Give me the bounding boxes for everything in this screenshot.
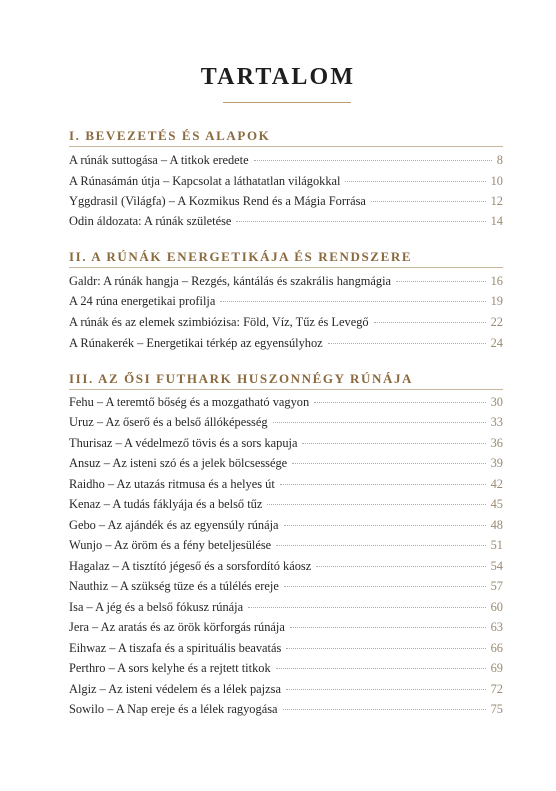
- dot-leader: [292, 463, 485, 464]
- entry-title: Galdr: A rúnák hangja – Rezgés, kántálás és szakrális hangmágia: [69, 274, 392, 288]
- entry-page-number: 39: [490, 456, 503, 470]
- toc-entry[interactable]: [69, 214, 503, 232]
- toc-entry[interactable]: [69, 641, 503, 659]
- toc-entry[interactable]: [69, 702, 503, 720]
- entry-page-number: 36: [490, 436, 503, 450]
- dot-leader: [302, 443, 485, 444]
- dot-leader: [328, 343, 486, 344]
- entry-title: A rúnák és az elemek szimbiózisa: Föld, Víz, Tűz és Levegő: [69, 315, 369, 329]
- entry-title: Jera – Az aratás és az örök körforgás rúnája: [69, 620, 285, 634]
- entry-page-number: 69: [490, 661, 503, 675]
- entry-title: Fehu – A teremtő bőség és a mozgatható vagyon: [69, 395, 310, 409]
- toc-entry[interactable]: [69, 415, 503, 433]
- section-divider-3: [69, 389, 503, 390]
- dot-leader: [276, 545, 485, 546]
- entry-page-number: 10: [490, 174, 503, 188]
- dot-leader: [316, 566, 485, 567]
- dot-leader: [273, 422, 486, 423]
- toc-entry[interactable]: [69, 194, 503, 212]
- entry-page-number: 63: [490, 620, 503, 634]
- entry-page-number: 54: [490, 559, 503, 573]
- toc-entry[interactable]: [69, 315, 503, 333]
- toc-entry[interactable]: [69, 274, 503, 292]
- dot-leader: [254, 160, 492, 161]
- dot-leader: [220, 301, 485, 302]
- entry-title: Gebo – Az ajándék és az egyensúly rúnája: [69, 518, 279, 532]
- toc-entry[interactable]: [69, 336, 503, 354]
- dot-leader: [280, 484, 486, 485]
- entry-title: Thurisaz – A védelmező tövis és a sors kapuja: [69, 436, 298, 450]
- entry-page-number: 51: [490, 538, 503, 552]
- title-underline: [223, 102, 351, 103]
- toc-entry[interactable]: [69, 559, 503, 577]
- entry-page-number: 72: [490, 682, 503, 696]
- entry-title: Uruz – Az őserő és a belső állóképesség: [69, 415, 268, 429]
- entry-title: Raidho – Az utazás ritmusa és a helyes út: [69, 477, 275, 491]
- toc-entry[interactable]: [69, 477, 503, 495]
- dot-leader: [396, 281, 486, 282]
- dot-leader: [267, 504, 485, 505]
- entry-page-number: 42: [490, 477, 503, 491]
- entry-page-number: 33: [490, 415, 503, 429]
- entry-page-number: 57: [490, 579, 503, 593]
- section-heading-3: III. AZ ŐSI FUTHARK HUSZONNÉGY RÚNÁJA: [69, 371, 414, 386]
- dot-leader: [286, 689, 486, 690]
- section-heading-1: I. BEVEZETÉS ÉS ALAPOK: [69, 128, 271, 143]
- dot-leader: [284, 586, 486, 587]
- section-heading-2: II. A RÚNÁK ENERGETIKÁJA ÉS RENDSZERE: [69, 249, 413, 264]
- toc-entry[interactable]: [69, 682, 503, 700]
- entry-page-number: 45: [490, 497, 503, 511]
- entry-title: Isa – A jég és a belső fókusz rúnája: [69, 600, 244, 614]
- toc-entry[interactable]: [69, 661, 503, 679]
- entry-title: Yggdrasil (Világfa) – A Kozmikus Rend és a Mágia Forrása: [69, 194, 366, 208]
- dot-leader: [286, 648, 485, 649]
- toc-entry[interactable]: [69, 436, 503, 454]
- entry-title: A rúnák suttogása – A titkok eredete: [69, 153, 249, 167]
- toc-entry[interactable]: [69, 497, 503, 515]
- entry-title: Nauthiz – A szükség tüze és a túlélés ereje: [69, 579, 279, 593]
- entry-title: Perthro – A sors kelyhe és a rejtett titkok: [69, 661, 271, 675]
- dot-leader: [276, 668, 486, 669]
- entry-page-number: 12: [490, 194, 503, 208]
- entry-title: Sowilo – A Nap ereje és a lélek ragyogása: [69, 702, 278, 716]
- dot-leader: [248, 607, 486, 608]
- entry-title: Algiz – Az isteni védelem és a lélek pajzsa: [69, 682, 281, 696]
- toc-entry[interactable]: [69, 538, 503, 556]
- toc-entry[interactable]: [69, 395, 503, 413]
- entry-title: A Rúnasámán útja – Kapcsolat a láthatatlan világokkal: [69, 174, 341, 188]
- entry-page-number: 16: [490, 274, 503, 288]
- entry-page-number: 60: [490, 600, 503, 614]
- dot-leader: [371, 201, 486, 202]
- entry-page-number: 66: [490, 641, 503, 655]
- page-title: TARTALOM: [200, 64, 356, 90]
- toc-entry[interactable]: [69, 153, 503, 171]
- entry-page-number: 30: [490, 395, 503, 409]
- section-divider-1: [69, 146, 503, 147]
- entry-page-number: 19: [490, 294, 503, 308]
- dot-leader: [345, 181, 485, 182]
- entry-page-number: 24: [490, 336, 503, 350]
- entry-title: Wunjo – Az öröm és a fény beteljesülése: [69, 538, 272, 552]
- toc-entry[interactable]: [69, 174, 503, 192]
- entry-title: Kenaz – A tudás fáklyája és a belső tűz: [69, 497, 263, 511]
- entry-page-number: 22: [490, 315, 503, 329]
- dot-leader: [283, 709, 486, 710]
- entry-title: A Rúnakerék – Energetikai térkép az egyensúlyhoz: [69, 336, 323, 350]
- toc-entry[interactable]: [69, 294, 503, 312]
- dot-leader: [236, 221, 485, 222]
- section-divider-2: [69, 267, 503, 268]
- dot-leader: [314, 402, 485, 403]
- entry-page-number: 8: [496, 153, 503, 167]
- toc-entry[interactable]: [69, 620, 503, 638]
- entry-title: A 24 rúna energetikai profilja: [69, 294, 216, 308]
- entry-title: Ansuz – Az isteni szó és a jelek bölcsessége: [69, 456, 288, 470]
- entry-page-number: 48: [490, 518, 503, 532]
- toc-entry[interactable]: [69, 518, 503, 536]
- entry-title: Odin áldozata: A rúnák születése: [69, 214, 232, 228]
- dot-leader: [290, 627, 486, 628]
- dot-leader: [284, 525, 486, 526]
- toc-entry[interactable]: [69, 579, 503, 597]
- entry-title: Eihwaz – A tiszafa és a spirituális beavatás: [69, 641, 282, 655]
- entry-title: Hagalaz – A tisztító jégeső és a sorsfordító káosz: [69, 559, 312, 573]
- dot-leader: [374, 322, 486, 323]
- toc-entry[interactable]: [69, 456, 503, 474]
- toc-entry[interactable]: [69, 600, 503, 618]
- entry-page-number: 14: [490, 214, 503, 228]
- entry-page-number: 75: [490, 702, 503, 716]
